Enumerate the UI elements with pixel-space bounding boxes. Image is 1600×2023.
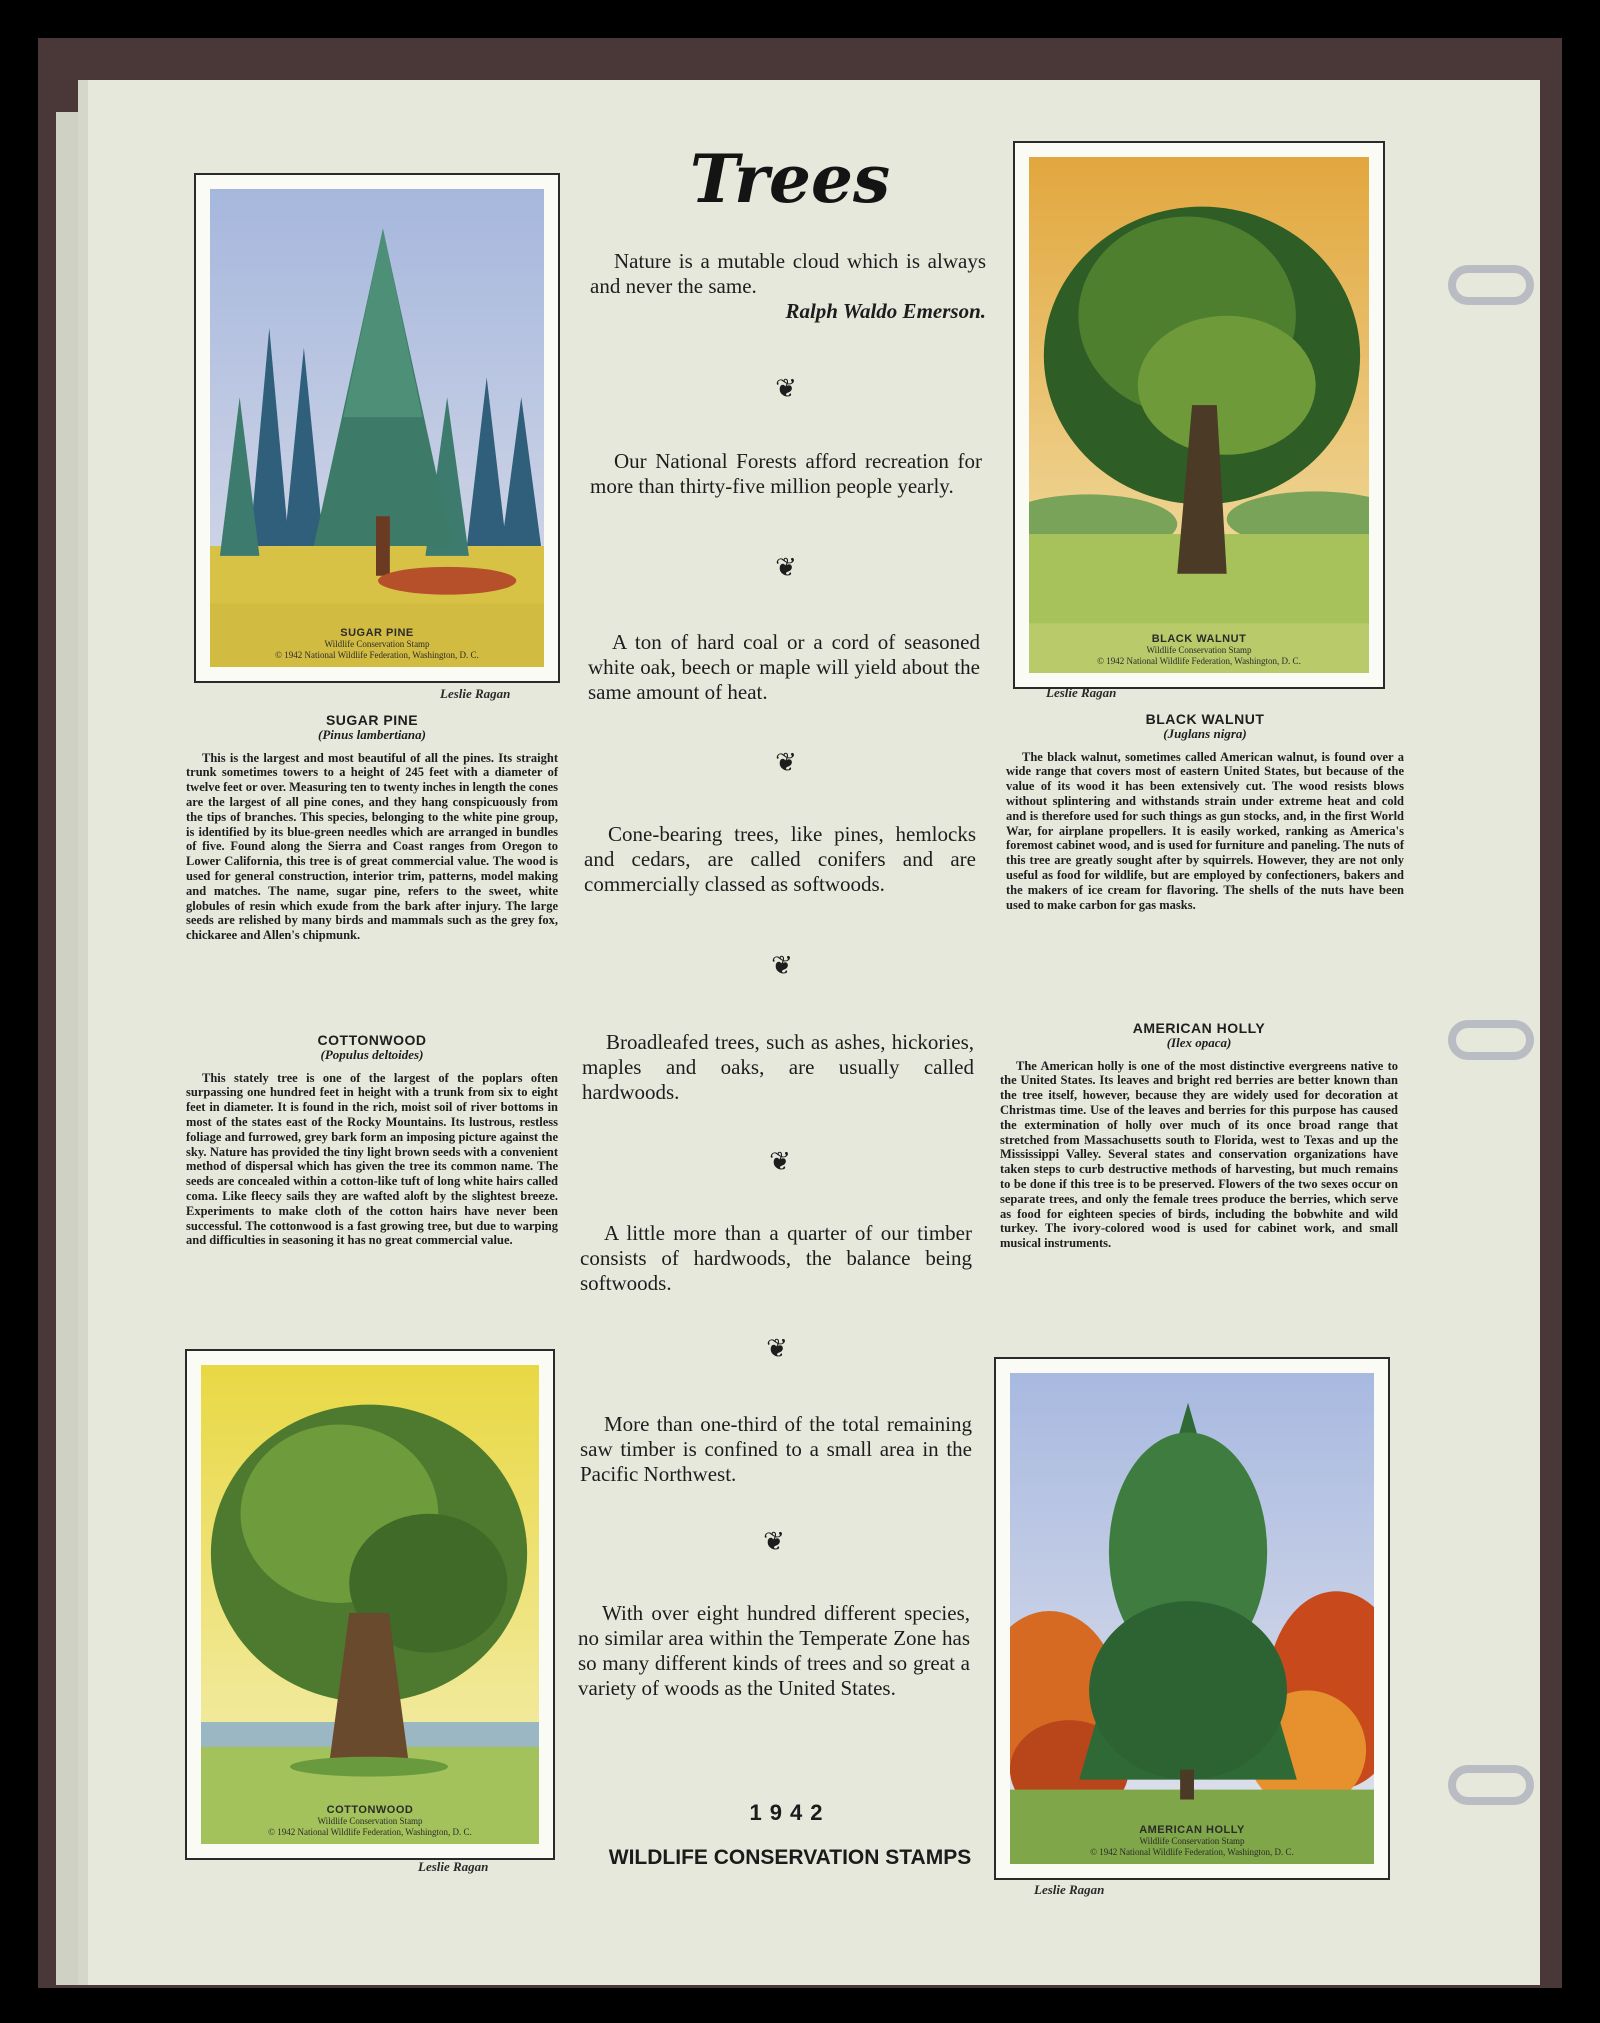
stamp-caption bbox=[201, 1805, 539, 1838]
stamp-caption bbox=[1010, 1825, 1374, 1858]
quote-author: Ralph Waldo Emerson. bbox=[785, 299, 986, 323]
sugar-pine-illustration bbox=[210, 189, 544, 667]
stamp-sugar-pine bbox=[194, 173, 560, 683]
quote-text: Nature is a mutable cloud which is always and never the same. bbox=[590, 249, 986, 298]
emerson-quote bbox=[590, 249, 986, 324]
description-body: This is the largest and most beautiful of all the pines. Its straight trunk sometimes towers to a height of 245 feet with a diameter of twelve feet or over. Measuring ten to twenty inches in length the cones are the largest of all pine cones, and they hang conspicuously from the tips of branches. This species, belonging to the white pine group, is identified by its blue-green needles which are arranged in bundles of five. Found along the Sierra and Coast ranges from Oregon to Lower California, this tree is of great commercial value. The wood is used for general construction, interior trim, patterns, model making and matches. The name, sugar pine, refers to the sweet, white globules of resin which exude from the bark after injury. The large seeds are relished by many birds and mammals such as the grey fox, chickaree and Allen's chipmunk. bbox=[186, 750, 558, 943]
stamp-title: COTTONWOOD bbox=[326, 1804, 414, 1816]
fact-text: A little more than a quarter of our timber consists of hardwoods, the balance being softwoods. bbox=[580, 1221, 972, 1295]
american-holly-illustration bbox=[1010, 1373, 1374, 1864]
description-title: SUGAR PINE bbox=[325, 712, 419, 728]
description-black-walnut bbox=[1006, 712, 1404, 912]
description-latin-name: (Juglans nigra) bbox=[1163, 725, 1247, 741]
stamp-line2: © 1942 National Wildlife Federation, Washington, D. C. bbox=[275, 650, 479, 660]
fact-paragraph bbox=[590, 449, 982, 499]
stamp-image-sugar-pine bbox=[210, 189, 544, 667]
stamp-line2: © 1942 National Wildlife Federation, Washington, D. C. bbox=[1090, 1847, 1294, 1857]
fact-text: With over eight hundred different species, no similar area within the Temperate Zone has so many different kinds of trees and so great a variety of woods as the United States. bbox=[578, 1601, 970, 1700]
ornament-icon: ❦ bbox=[766, 1334, 788, 1363]
stamp-line2: © 1942 National Wildlife Federation, Washington, D. C. bbox=[268, 1827, 472, 1837]
stamp-black-walnut bbox=[1013, 141, 1385, 689]
description-latin-name: (Ilex opaca) bbox=[1166, 1034, 1232, 1050]
fact-paragraph bbox=[578, 1601, 970, 1701]
ornament-icon: ❦ bbox=[771, 951, 793, 980]
stamp-image-cottonwood bbox=[201, 1365, 539, 1844]
fact-paragraph bbox=[588, 630, 980, 705]
description-body: The American holly is one of the most distinctive evergreens native to the United States. Its leaves and bright red berries are better known than the tree itself, however, because they are widely used for decoration at Christmas time. Use of the leaves and berries for this purpose has caused the extermination of holly over much of its once broad range that stretched from Massachusetts south to Florida, west to Texas and up the Mississippi Valley. Several states and conservation organizations have taken steps to curb destructive methods of harvesting, but much remains to be done if this tree is to be preserved. Flowers of the two sexes occur on separate trees, and only the female trees produce the berries, which serve as food for eighteen species of birds, including the bobwhite and wild turkey. The ivory-colored wood is used for cabinet work, and small musical instruments. bbox=[1000, 1058, 1398, 1251]
description-sugar-pine bbox=[186, 713, 558, 943]
description-body: This stately tree is one of the largest of the poplars often surpassing one hundred feet in height with a trunk from six to eight feet in diameter. It is found in the rich, moist soil of river bottoms in most of the states east of the Rocky Mountains. Its lustrous, restless foliage and furrowed, grey bark form an imposing picture against the sky. Nature has provided the tiny light brown seeds with a convenient method of dispersal which has given the tree its common name. The seeds are concealed within a cotton-like tuft of long white hairs called coma. Like fleecy sails they are wafted aloft by the slightest breeze. Experiments to make cloth of the cotton hairs have never been successful. The cottonwood is a fast growing tree, but due to warping and difficulties in seasoning it has no great commercial value. bbox=[186, 1070, 558, 1248]
stamp-caption bbox=[210, 628, 544, 661]
cottonwood-illustration bbox=[201, 1365, 539, 1844]
binder-ring-middle bbox=[1448, 1020, 1534, 1060]
fact-text: Broadleafed trees, such as ashes, hickories, maples and oaks, are usually called hardwoods. bbox=[582, 1030, 974, 1104]
fact-text: Our National Forests afford recreation for more than thirty-five million people yearly. bbox=[590, 449, 982, 498]
stamp-image-american-holly bbox=[1010, 1373, 1374, 1864]
fact-paragraph bbox=[580, 1412, 972, 1487]
stamp-line1: Wildlife Conservation Stamp bbox=[1139, 1836, 1245, 1846]
fact-paragraph bbox=[580, 1221, 972, 1296]
stamp-title: BLACK WALNUT bbox=[1151, 633, 1247, 645]
fact-text: A ton of hard coal or a cord of seasoned white oak, beech or maple will yield about the same amount of heat. bbox=[588, 630, 980, 704]
ornament-icon: ❦ bbox=[775, 374, 797, 403]
artist-credit: Leslie Ragan bbox=[418, 1859, 489, 1874]
binder-ring-bottom bbox=[1448, 1765, 1534, 1805]
black-walnut-illustration bbox=[1029, 157, 1369, 673]
page-stack-edge bbox=[56, 112, 80, 1985]
stamp-line2: © 1942 National Wildlife Federation, Washington, D. C. bbox=[1097, 656, 1301, 666]
stamp-cottonwood bbox=[185, 1349, 555, 1860]
ornament-icon: ❦ bbox=[763, 1527, 785, 1556]
stamp-line1: Wildlife Conservation Stamp bbox=[1146, 645, 1252, 655]
description-title: AMERICAN HOLLY bbox=[1132, 1020, 1266, 1036]
description-cottonwood bbox=[186, 1033, 558, 1248]
ornament-icon: ❦ bbox=[775, 748, 797, 777]
year-label: 1942 bbox=[749, 1800, 831, 1825]
stamp-title: SUGAR PINE bbox=[340, 627, 414, 639]
footer-title: WILDLIFE CONSERVATION STAMPS bbox=[608, 1846, 972, 1869]
stamp-line1: Wildlife Conservation Stamp bbox=[324, 639, 430, 649]
ornament-icon: ❦ bbox=[775, 553, 797, 582]
fact-paragraph bbox=[582, 1030, 974, 1105]
fact-text: Cone-bearing trees, like pines, hemlocks and cedars, are called conifers and are commercially classed as softwoods. bbox=[584, 822, 976, 896]
binder-ring-top bbox=[1448, 265, 1534, 305]
fact-paragraph bbox=[584, 822, 976, 897]
stamp-american-holly bbox=[994, 1357, 1390, 1880]
description-title: COTTONWOOD bbox=[317, 1032, 427, 1048]
artist-credit: Leslie Ragan bbox=[1046, 685, 1117, 700]
ornament-icon: ❦ bbox=[769, 1147, 791, 1176]
artist-credit: Leslie Ragan bbox=[440, 686, 511, 701]
description-latin-name: (Populus deltoides) bbox=[320, 1046, 424, 1062]
binder-rings bbox=[1444, 80, 1534, 1985]
stamp-line1: Wildlife Conservation Stamp bbox=[317, 1816, 423, 1826]
description-american-holly bbox=[1000, 1021, 1398, 1251]
stamp-image-black-walnut bbox=[1029, 157, 1369, 673]
stamp-caption bbox=[1029, 634, 1369, 667]
artist-credit: Leslie Ragan bbox=[1034, 1882, 1105, 1897]
fact-text: More than one-third of the total remaining saw timber is confined to a small area in the Pacific Northwest. bbox=[580, 1412, 972, 1486]
description-title: BLACK WALNUT bbox=[1145, 711, 1265, 727]
description-body: The black walnut, sometimes called American walnut, is found over a wide range that covers most of eastern United States, but because of the value of its wood it has been extensively cut. The wood resists blows without splintering and withstands strain under extreme heat and cold and is therefore used for such things as gun stocks, and, in the first World War, for airplane propellers. It is easily worked, ranking as America's foremost cabinet wood, and is used for furniture and paneling. The nuts of this tree are greatly sought after by squirrels. However, they are not only useful as food for wildlife, but are employed by confectioners, bakers and the makers of ice cream for flavoring. The shells of the nuts have been used to make carbon for gas masks. bbox=[1006, 749, 1404, 912]
page-heading: Trees bbox=[689, 140, 891, 218]
stamp-title: AMERICAN HOLLY bbox=[1139, 1824, 1245, 1836]
description-latin-name: (Pinus lambertiana) bbox=[318, 726, 426, 742]
